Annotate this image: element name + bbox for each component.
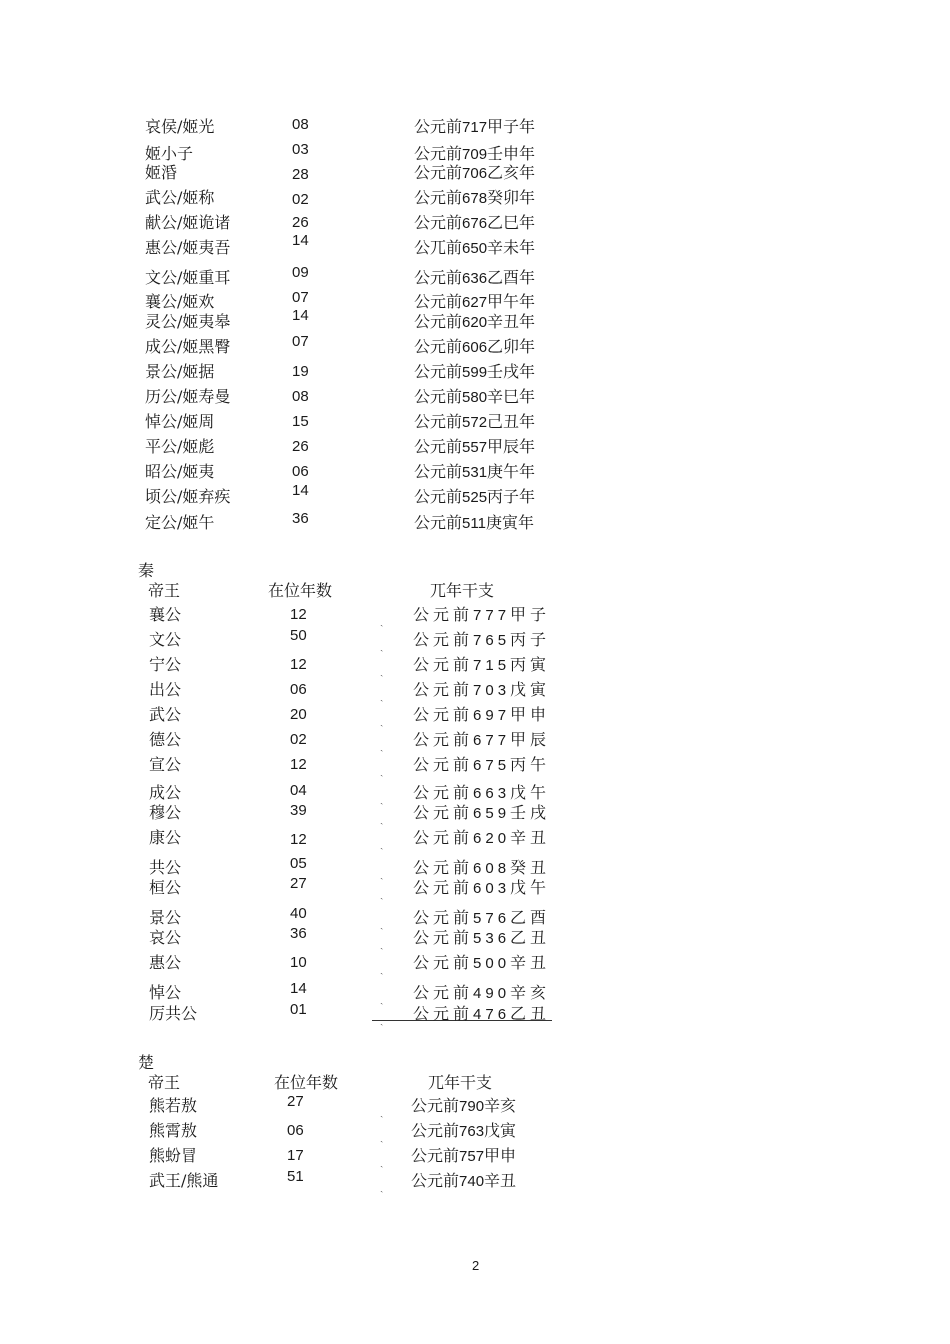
era-ganzhi: 乙卯年	[487, 337, 536, 356]
era-prefix: 公元前	[413, 705, 474, 724]
era-ganzhi: 癸丑	[510, 858, 551, 877]
era-date	[413, 800, 550, 823]
era-prefix: 公元前	[414, 337, 463, 356]
ruler-name: 厉共公	[149, 1004, 198, 1023]
era-year-number: 765	[473, 632, 511, 649]
reign-years: 02	[292, 191, 309, 208]
reign-years: 10	[290, 954, 307, 971]
era-prefix: 公元前	[413, 803, 474, 822]
ruler-name: 宣公	[149, 755, 182, 774]
ruler-name: 献公/姬诡诸	[145, 213, 231, 232]
table-row	[0, 780, 600, 805]
era-year-number: 709	[462, 146, 488, 163]
era-date	[414, 359, 535, 382]
header-ruler: 帝王	[148, 1073, 181, 1092]
table-row	[0, 232, 600, 257]
table-row	[0, 1168, 600, 1193]
tick-mark: ˎ	[380, 889, 384, 900]
era-date	[414, 459, 535, 482]
era-date	[414, 484, 535, 507]
era-ganzhi: 甲子年	[487, 117, 536, 136]
table-row	[0, 855, 600, 880]
reign-years: 02	[290, 731, 307, 748]
era-ganzhi: 甲辰	[510, 730, 551, 749]
tick-mark: ˎ	[380, 794, 384, 805]
era-ganzhi: 丙子	[510, 630, 551, 649]
table-row	[0, 980, 600, 1005]
era-prefix: 公元前	[413, 730, 474, 749]
era-year-number: 663	[473, 785, 511, 802]
tick-mark: ˎ	[380, 691, 384, 702]
era-prefix: 公元前	[414, 268, 463, 287]
table-row	[0, 627, 600, 652]
tick-mark: ˎ	[380, 1182, 384, 1193]
tick-mark: ˎ	[380, 1157, 384, 1168]
ruler-name: 哀公	[149, 928, 182, 947]
era-year-number: 580	[462, 389, 488, 406]
era-prefix: 公元前	[414, 312, 463, 331]
era-year-number: 620	[462, 314, 488, 331]
era-year-number: 678	[462, 190, 488, 207]
reign-years: 26	[292, 214, 309, 231]
era-date	[413, 825, 550, 848]
header-ruler: 帝王	[148, 581, 181, 600]
era-year-number: 608	[473, 860, 511, 877]
table-row	[0, 1001, 600, 1026]
era-year-number: 572	[462, 414, 488, 431]
header-years: 在位年数	[274, 1073, 339, 1092]
era-date	[414, 334, 535, 357]
table-row	[0, 925, 600, 950]
era-year-number: 557	[462, 439, 488, 456]
era-year-number: 531	[462, 464, 488, 481]
era-prefix: 公元前	[413, 983, 474, 1002]
table-row	[0, 1143, 600, 1168]
ruler-name: 熊若敖	[149, 1096, 198, 1115]
era-prefix: 公元前	[413, 908, 474, 927]
era-prefix: 公元前	[414, 487, 463, 506]
table-row	[0, 702, 600, 727]
era-year-number: 677	[473, 732, 511, 749]
era-year-number: 603	[473, 880, 511, 897]
era-ganzhi: 乙巳年	[487, 213, 536, 232]
ruler-name: 惠公/姬夷吾	[145, 238, 231, 257]
era-ganzhi: 壬戌年	[487, 362, 536, 381]
era-year-number: 620	[473, 830, 511, 847]
ruler-name: 襄公	[149, 605, 182, 624]
ruler-name: 熊蚡冒	[149, 1146, 198, 1165]
table-row	[0, 459, 600, 481]
era-ganzhi: 乙亥年	[487, 163, 536, 182]
era-year-number: 715	[473, 657, 511, 674]
ruler-name: 成公/姬黑臀	[145, 337, 231, 356]
era-prefix: 公元前	[414, 188, 463, 207]
era-ganzhi: 壬戌	[510, 803, 551, 822]
era-prefix: 公元前	[411, 1121, 460, 1140]
era-date	[414, 160, 535, 183]
tick-mark: ˎ	[380, 964, 384, 975]
table-row	[0, 114, 600, 136]
reign-years: 01	[290, 1001, 307, 1018]
ruler-name: 武公	[149, 705, 182, 724]
era-prefix: 公元前	[413, 605, 474, 624]
table-row	[0, 800, 600, 825]
tick-mark: ˎ	[380, 716, 384, 727]
tick-mark: ˎ	[380, 839, 384, 850]
era-year-number: 790	[459, 1098, 485, 1115]
ruler-name: 姬涽	[145, 163, 178, 182]
ruler-name: 平公/姬彪	[145, 437, 215, 456]
reign-years: 19	[292, 363, 309, 380]
era-date	[414, 114, 535, 137]
era-date	[413, 1001, 550, 1024]
era-date	[414, 409, 535, 432]
header-era: 兀年干支	[430, 581, 495, 600]
ruler-name: 历公/姬寿曼	[145, 387, 231, 406]
era-prefix: 公元前	[411, 1096, 460, 1115]
table-row	[0, 875, 600, 900]
ruler-name: 武王/熊通	[149, 1171, 219, 1190]
era-year-number: 703	[473, 682, 511, 699]
era-prefix: 公元前	[414, 437, 463, 456]
era-ganzhi: 乙酉	[510, 908, 551, 927]
era-prefix: 公元前	[414, 144, 463, 163]
era-prefix: 公元前	[413, 630, 474, 649]
ruler-name: 哀侯/姬光	[145, 117, 215, 136]
ruler-name: 出公	[149, 680, 182, 699]
header-years: 在位年数	[268, 581, 333, 600]
table-row	[0, 409, 600, 431]
tick-mark: ˎ	[380, 1107, 384, 1118]
reign-years: 14	[292, 232, 309, 249]
era-date	[414, 235, 535, 258]
reign-years: 17	[287, 1147, 304, 1164]
era-date	[413, 702, 550, 725]
era-ganzhi: 乙丑	[510, 1004, 551, 1023]
reign-years: 20	[290, 706, 307, 723]
era-year-number: 511	[462, 515, 486, 532]
era-ganzhi: 辛丑	[484, 1171, 517, 1190]
era-ganzhi: 乙丑	[510, 928, 551, 947]
table-row	[0, 602, 600, 627]
ruler-name: 定公/姬午	[145, 513, 215, 532]
tick-mark: ˎ	[380, 869, 384, 880]
ruler-name: 桓公	[149, 878, 182, 897]
reign-years: 40	[290, 905, 307, 922]
era-year-number: 476	[473, 1006, 511, 1023]
era-ganzhi: 丙子年	[487, 487, 536, 506]
era-prefix: 公元前	[414, 362, 463, 381]
era-date	[414, 185, 535, 208]
era-prefix: 公元前	[414, 462, 463, 481]
reign-years: 36	[292, 510, 309, 527]
table-row	[0, 652, 600, 677]
reign-years: 12	[290, 656, 307, 673]
era-prefix: 公元前	[414, 292, 463, 311]
era-ganzhi: 丙午	[510, 755, 551, 774]
era-ganzhi: 戊寅	[510, 680, 551, 699]
era-prefix: 公元前	[413, 953, 474, 972]
era-ganzhi: 己丑年	[487, 412, 536, 431]
era-date	[413, 980, 550, 1003]
era-ganzhi: 乙酉年	[487, 268, 536, 287]
ruler-name: 熊霄敖	[149, 1121, 198, 1140]
era-ganzhi: 戊午	[510, 878, 551, 897]
era-prefix: 公元前	[414, 387, 463, 406]
reign-years: 06	[290, 681, 307, 698]
tick-mark: ˎ	[380, 616, 384, 627]
era-year-number: 636	[462, 270, 488, 287]
era-ganzhi: 辛巳年	[487, 387, 536, 406]
era-date	[413, 652, 550, 675]
reign-years: 06	[287, 1122, 304, 1139]
era-ganzhi: 壬申年	[487, 144, 536, 163]
era-date	[413, 752, 550, 775]
tick-mark: ˎ	[380, 1132, 384, 1143]
ruler-name: 顷公/姬弃疾	[145, 487, 231, 506]
era-date	[413, 677, 550, 700]
era-ganzhi: 戊午	[510, 783, 551, 802]
reign-years: 26	[292, 438, 309, 455]
section-title: 楚	[138, 1053, 155, 1072]
era-date	[414, 309, 535, 332]
reign-years: 39	[290, 802, 307, 819]
ruler-name: 姬小子	[145, 144, 194, 163]
tick-mark: ˎ	[380, 641, 384, 652]
ruler-name: 文公	[149, 630, 182, 649]
era-ganzhi: 甲子	[510, 605, 551, 624]
era-ganzhi: 甲申	[510, 705, 551, 724]
table-row	[0, 359, 600, 381]
reign-years: 03	[292, 141, 309, 158]
reign-years: 08	[292, 388, 309, 405]
reign-years: 15	[292, 413, 309, 430]
reign-years: 50	[290, 627, 307, 644]
table-row	[0, 677, 600, 702]
era-prefix: 公元前	[414, 117, 463, 136]
page-number: 2	[472, 1258, 480, 1273]
reign-years: 14	[290, 980, 307, 997]
ruler-name: 悼公/姬周	[145, 412, 215, 431]
ruler-name: 悼公	[149, 983, 182, 1002]
reign-years: 36	[290, 925, 307, 942]
era-date	[413, 627, 550, 650]
reign-years: 14	[292, 482, 309, 499]
era-year-number: 490	[473, 985, 511, 1002]
tick-mark: ˎ	[380, 919, 384, 930]
tick-mark: ˎ	[380, 741, 384, 752]
era-year-number: 659	[473, 805, 511, 822]
ruler-name: 德公	[149, 730, 182, 749]
era-year-number: 536	[473, 930, 511, 947]
era-ganzhi: 辛丑	[510, 953, 551, 972]
era-prefix: 公元前	[414, 412, 463, 431]
era-date	[413, 602, 550, 625]
era-date	[411, 1143, 516, 1166]
era-date	[414, 265, 535, 288]
ruler-name: 宁公	[149, 655, 182, 674]
era-year-number: 676	[462, 215, 488, 232]
ruler-name: 襄公/姬欢	[145, 292, 215, 311]
table-row	[0, 905, 600, 930]
ruler-name: 康公	[149, 828, 182, 847]
ruler-name: 穆公	[149, 803, 182, 822]
era-prefix: 公元前	[413, 878, 474, 897]
reign-years: 07	[292, 289, 309, 306]
table-row	[0, 950, 600, 975]
era-prefix: 公元前	[413, 783, 474, 802]
era-prefix: 公元前	[411, 1146, 460, 1165]
era-date	[411, 1093, 516, 1116]
era-ganzhi: 辛丑	[510, 828, 551, 847]
era-year-number: 627	[462, 294, 488, 311]
era-year-number: 717	[462, 119, 488, 136]
reign-years: 08	[292, 116, 309, 133]
era-prefix: 公元前	[411, 1171, 460, 1190]
table-row	[0, 334, 600, 356]
table-row	[0, 752, 600, 777]
era-date	[413, 727, 550, 750]
era-year-number: 576	[473, 910, 511, 927]
era-year-number: 706	[462, 165, 488, 182]
era-ganzhi: 甲辰年	[487, 437, 536, 456]
tick-mark: ˎ	[380, 1015, 384, 1026]
era-date	[413, 925, 550, 948]
reign-years: 07	[292, 333, 309, 350]
reign-years: 27	[290, 875, 307, 892]
table-row	[0, 185, 600, 207]
era-prefix: 公元前	[414, 213, 463, 232]
reign-years: 05	[290, 855, 307, 872]
era-year-number: 697	[473, 707, 511, 724]
reign-years: 06	[292, 463, 309, 480]
era-date	[413, 875, 550, 898]
table-row	[0, 1118, 600, 1143]
era-prefix: 公兀前	[414, 238, 463, 257]
header-era: 兀年干支	[428, 1073, 493, 1092]
table-row	[0, 484, 600, 506]
era-ganzhi: 辛亥	[510, 983, 551, 1002]
era-ganzhi: 甲申	[484, 1146, 517, 1165]
era-prefix: 公元前	[413, 755, 474, 774]
era-ganzhi: 庚午年	[487, 462, 536, 481]
tick-mark: ˎ	[380, 766, 384, 777]
table-row	[0, 434, 600, 456]
era-year-number: 777	[473, 607, 511, 624]
tick-mark: ˎ	[380, 814, 384, 825]
era-date	[414, 210, 535, 233]
reign-years: 12	[290, 756, 307, 773]
era-date	[413, 950, 550, 973]
ruler-name: 惠公	[149, 953, 182, 972]
era-year-number: 763	[459, 1123, 485, 1140]
table-row	[0, 160, 600, 182]
reign-years: 12	[290, 831, 307, 848]
era-date	[411, 1168, 516, 1191]
ruler-name: 共公	[149, 858, 182, 877]
era-year-number: 599	[462, 364, 488, 381]
era-year-number: 675	[473, 757, 511, 774]
reign-years: 27	[287, 1093, 304, 1110]
ruler-name: 武公/姬称	[145, 188, 215, 207]
era-date	[414, 510, 534, 533]
era-date	[411, 1118, 516, 1141]
tick-mark: ˎ	[380, 994, 384, 1005]
ruler-name: 成公	[149, 783, 182, 802]
era-prefix: 公元前	[413, 928, 474, 947]
table-row	[0, 1093, 600, 1118]
reign-years: 51	[287, 1168, 304, 1185]
era-ganzhi: 辛未年	[487, 238, 536, 257]
era-prefix: 公元前	[413, 1004, 474, 1023]
table-row	[0, 825, 600, 850]
reign-years: 09	[292, 264, 309, 281]
reign-years: 28	[292, 166, 309, 183]
table-row	[0, 384, 600, 406]
era-ganzhi: 甲午年	[487, 292, 536, 311]
table-row	[0, 210, 600, 232]
era-year-number: 606	[462, 339, 488, 356]
era-year-number: 740	[459, 1173, 485, 1190]
section-title: 秦	[138, 561, 155, 580]
era-prefix: 公元前	[413, 828, 474, 847]
table-row	[0, 309, 600, 331]
era-prefix: 公元前	[413, 655, 474, 674]
reign-years: 12	[290, 606, 307, 623]
reign-years: 04	[290, 782, 307, 799]
reign-years: 14	[292, 307, 309, 324]
era-ganzhi: 戊寅	[484, 1121, 517, 1140]
era-ganzhi: 丙寅	[510, 655, 551, 674]
table-row	[0, 265, 600, 287]
era-ganzhi: 癸卯年	[487, 188, 536, 207]
era-prefix: 公元前	[414, 513, 463, 532]
ruler-name: 昭公/姬夷	[145, 462, 215, 481]
era-ganzhi: 庚寅年	[485, 513, 534, 532]
era-prefix: 公元前	[414, 163, 463, 182]
ruler-name: 灵公/姬夷皋	[145, 312, 231, 331]
era-prefix: 公元前	[413, 858, 474, 877]
era-prefix: 公元前	[413, 680, 474, 699]
ruler-name: 文公/姬重耳	[145, 268, 231, 287]
table-row	[0, 727, 600, 752]
era-year-number: 525	[462, 489, 488, 506]
ruler-name: 景公	[149, 908, 182, 927]
era-year-number: 757	[459, 1148, 485, 1165]
tick-mark: ˎ	[380, 939, 384, 950]
ruler-name: 景公/姬据	[145, 362, 215, 381]
era-date	[414, 434, 535, 457]
era-year-number: 500	[473, 955, 511, 972]
table-row	[0, 510, 600, 532]
era-ganzhi: 辛亥	[484, 1096, 517, 1115]
era-year-number: 650	[462, 240, 488, 257]
tick-mark: ˎ	[380, 666, 384, 677]
era-date	[414, 384, 535, 407]
era-ganzhi: 辛丑年	[487, 312, 536, 331]
